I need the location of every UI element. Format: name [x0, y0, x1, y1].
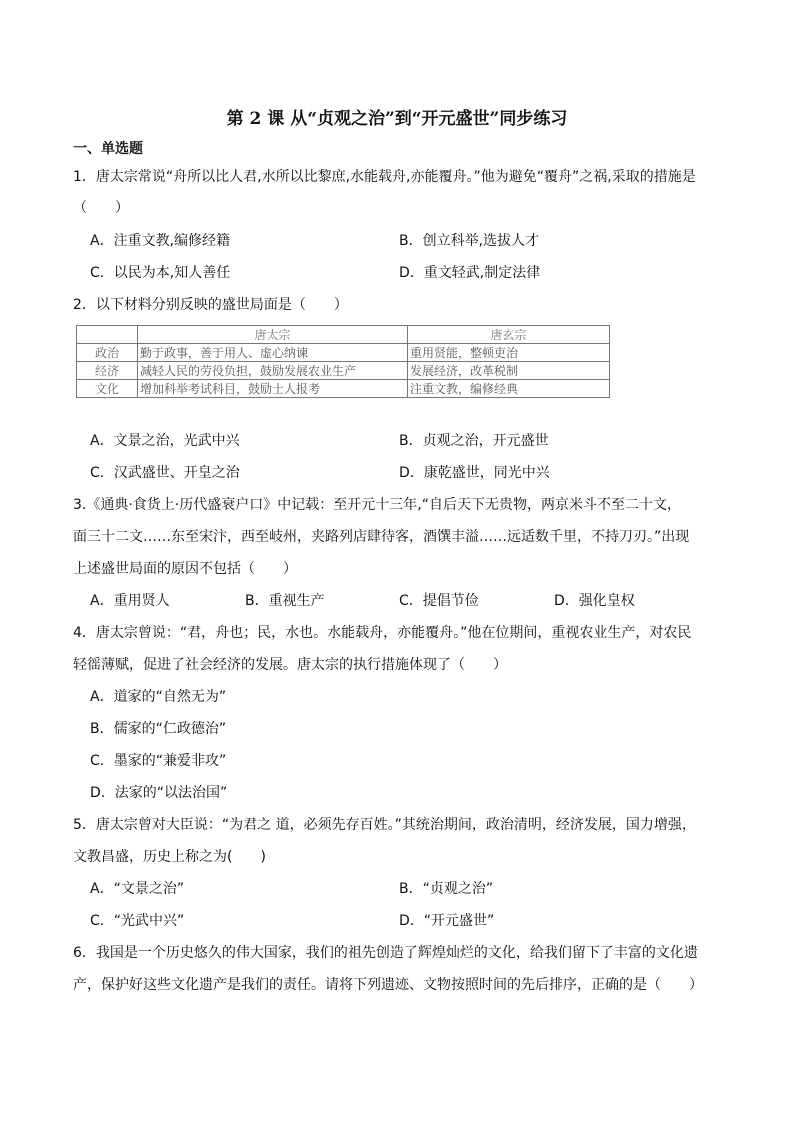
table-cell: 重用贤能，整顿吏治	[408, 344, 610, 362]
question-1-text: 1．唐太宗常说“舟所以比人君,水所以比黎庶,水能载舟,亦能覆舟。”他为避免“覆舟”之祸,采取的措施是	[73, 169, 696, 185]
table-row-label: 文化	[77, 380, 138, 398]
question-3-option-c: C．提倡节俭	[399, 593, 479, 609]
question-5-text: 5．唐太宗曾对大臣说：“为君之 道，必须先存百姓。”其统治期间，政治清明，经济发展，国力增强，	[73, 817, 696, 833]
question-4-option-c: C．墨家的“兼爱非攻”	[90, 753, 227, 769]
table-row	[77, 344, 610, 362]
question-3-option-a: A．重用贤人	[90, 593, 170, 609]
question-2-option-c: C．汉武盛世、开皇之治	[90, 465, 240, 481]
question-4-option-a: A．道家的“自然无为”	[90, 689, 227, 705]
question-2-text: 2．以下材料分别反映的盛世局面是（ ）	[73, 297, 348, 313]
question-2-option-b: B．贞观之治，开元盛世	[399, 433, 549, 449]
question-2-option-d: D．康乾盛世，同光中兴	[399, 465, 550, 481]
table-cell: 勤于政事，善于用人、虚心纳谏	[138, 344, 408, 362]
question-5-option-d: D．“开元盛世”	[399, 913, 495, 929]
question-3-text: 3.《通典·食货上·历代盛衰户口》中记载：至开元十三年,“自后天下无贵物，两京米斗不至二十文，	[73, 497, 681, 513]
table-header-cell	[77, 326, 138, 344]
question-1-text-cont: （ ）	[73, 200, 129, 216]
comparison-table	[76, 325, 610, 398]
question-3-text-cont: 上述盛世局面的原因不包括（ ）	[73, 561, 297, 577]
question-2-option-a: A．文景之治，光武中兴	[90, 433, 240, 449]
table-row	[77, 362, 610, 380]
question-1-option-d: D．重文轻武,制定法律	[399, 265, 541, 281]
table-row-label: 经济	[77, 362, 138, 380]
question-5-text-cont: 文教昌盛，历史上称之为( )	[73, 849, 266, 865]
question-3-option-b: B．重视生产	[245, 593, 325, 609]
page-title: 第 2 课 从“贞观之治”到“开元盛世”同步练习	[226, 109, 568, 129]
table-cell: 发展经济，改革税制	[408, 362, 610, 380]
question-3-option-d: D．强化皇权	[554, 593, 635, 609]
table-header-cell: 唐太宗	[138, 326, 408, 344]
question-5-option-c: C．“光武中兴”	[90, 913, 185, 929]
table-cell: 增加科举考试科目，鼓励士人报考	[138, 380, 408, 398]
question-5-option-a: A．“文景之治”	[90, 881, 185, 897]
question-1-option-a: A．注重文教,编修经籍	[90, 233, 231, 249]
table-header-cell: 唐玄宗	[408, 326, 610, 344]
question-4-text-cont: 轻徭薄赋，促进了社会经济的发展。唐太宗的执行措施体现了（ ）	[73, 657, 507, 673]
question-4-text: 4．唐太宗曾说：“君，舟也；民，水也。水能载舟，亦能覆舟。”他在位期间，重视农业生产，对农民	[73, 625, 692, 641]
table-cell: 注重文教，编修经典	[408, 380, 610, 398]
question-4-option-b: B．儒家的“仁政德治”	[90, 721, 227, 737]
question-5-option-b: B．“贞观之治”	[399, 881, 494, 897]
question-3-text-cont: 面三十二文……东至宋汴，西至岐州，夹路列店肆待客，酒馔丰溢……远适数千里，不持刀刃。”出现	[73, 529, 690, 545]
question-6-text-cont: 产，保护好这些文化遗产是我们的责任。请将下列遗迹、文物按照时间的先后排序，正确的是（ ）	[73, 977, 703, 993]
question-6-text: 6．我国是一个历史悠久的伟大国家，我们的祖先创造了辉煌灿烂的文化，给我们留下了丰富的文化遗	[73, 945, 698, 961]
section-heading: 一、单选题	[73, 141, 143, 157]
table-row	[77, 380, 610, 398]
question-4-option-d: D．法家的“以法治国”	[90, 785, 228, 801]
table-cell: 减轻人民的劳役负担，鼓励发展农业生产	[138, 362, 408, 380]
table-header-row	[77, 326, 610, 344]
table-row-label: 政治	[77, 344, 138, 362]
question-1-option-c: C．以民为本,知人善任	[90, 265, 231, 281]
question-1-option-b: B．创立科举,选拔人才	[399, 233, 540, 249]
